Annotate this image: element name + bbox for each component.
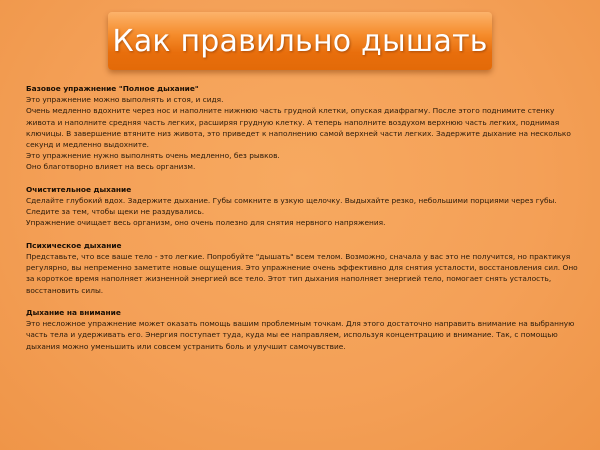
- title-box: [108, 12, 492, 70]
- section-paragraph: Оно благотворно влияет на весь организм.: [26, 162, 196, 172]
- section-paragraph: Сделайте глубокий вдох. Задержите дыхание. Губы сомкните в узкую щелочку. Выдыхайте резко, небольшими порциями через губы. Следите за тем, чтобы щеки не раздувались.: [26, 196, 557, 217]
- section-attention-breathing: [26, 307, 582, 352]
- section-paragraph: Очень медленно вдохните через нос и наполните нижнюю часть грудной клетки, опуская диафрагму. После этого поднимите стенку живота и наполните средняя часть легких, расширяя грудную клетку. А теперь наполните воздухом верхнюю часть легких, поднимая ключицы. В завершение втяните низ живота, это приведет к наполнению самой верхней части легких. Задержите дыхание на несколько секунд и медленно выдохните.: [26, 106, 571, 150]
- slide-content: [26, 83, 582, 352]
- section-paragraph: Это упражнение нужно выполнять очень медленно, без рывков.: [26, 151, 280, 161]
- section-heading: Психическое дыхание: [26, 240, 122, 250]
- section-full-breathing: [26, 83, 582, 173]
- section-cleansing-breathing: [26, 184, 582, 229]
- section-psychic-breathing: [26, 240, 582, 296]
- section-paragraph: Это упражнение можно выполнять и стоя, и сидя.: [26, 95, 224, 105]
- section-paragraph: Представьте, что все ваше тело - это легкие. Попробуйте "дышать" всем телом. Возможно, сначала у вас это не получится, но практикуя регулярно, вы непременно заметите новые ощущения. Это упражнение очень эффективно для снятия усталости, восстановления сил. Оно за короткое время наполняет жизненной энергией все тело. Этот тип дыхания наполняет энергией тело, помогает снять усталость, восстановить силы.: [26, 252, 578, 295]
- section-heading: Очистительное дыхание: [26, 184, 132, 194]
- section-heading: Дыхание на внимание: [26, 308, 121, 318]
- slide-title: Как правильно дышать: [112, 23, 488, 59]
- section-paragraph: Это несложное упражнение может оказать помощь вашим проблемным точкам. Для этого достаточно направить внимание на выбранную часть тела и удерживать его. Энергия поступает туда, куда мы ее направляем, используя концентрацию и внимание. Так, с помощью дыхания можно уменьшить или совсем устранить боль и улучшит самочувствие.: [26, 319, 575, 351]
- section-heading: Базовое упражнение "Полное дыхание": [26, 84, 199, 93]
- section-paragraph: Упражнение очищает весь организм, оно очень полезно для снятия нервного напряжения.: [26, 218, 386, 228]
